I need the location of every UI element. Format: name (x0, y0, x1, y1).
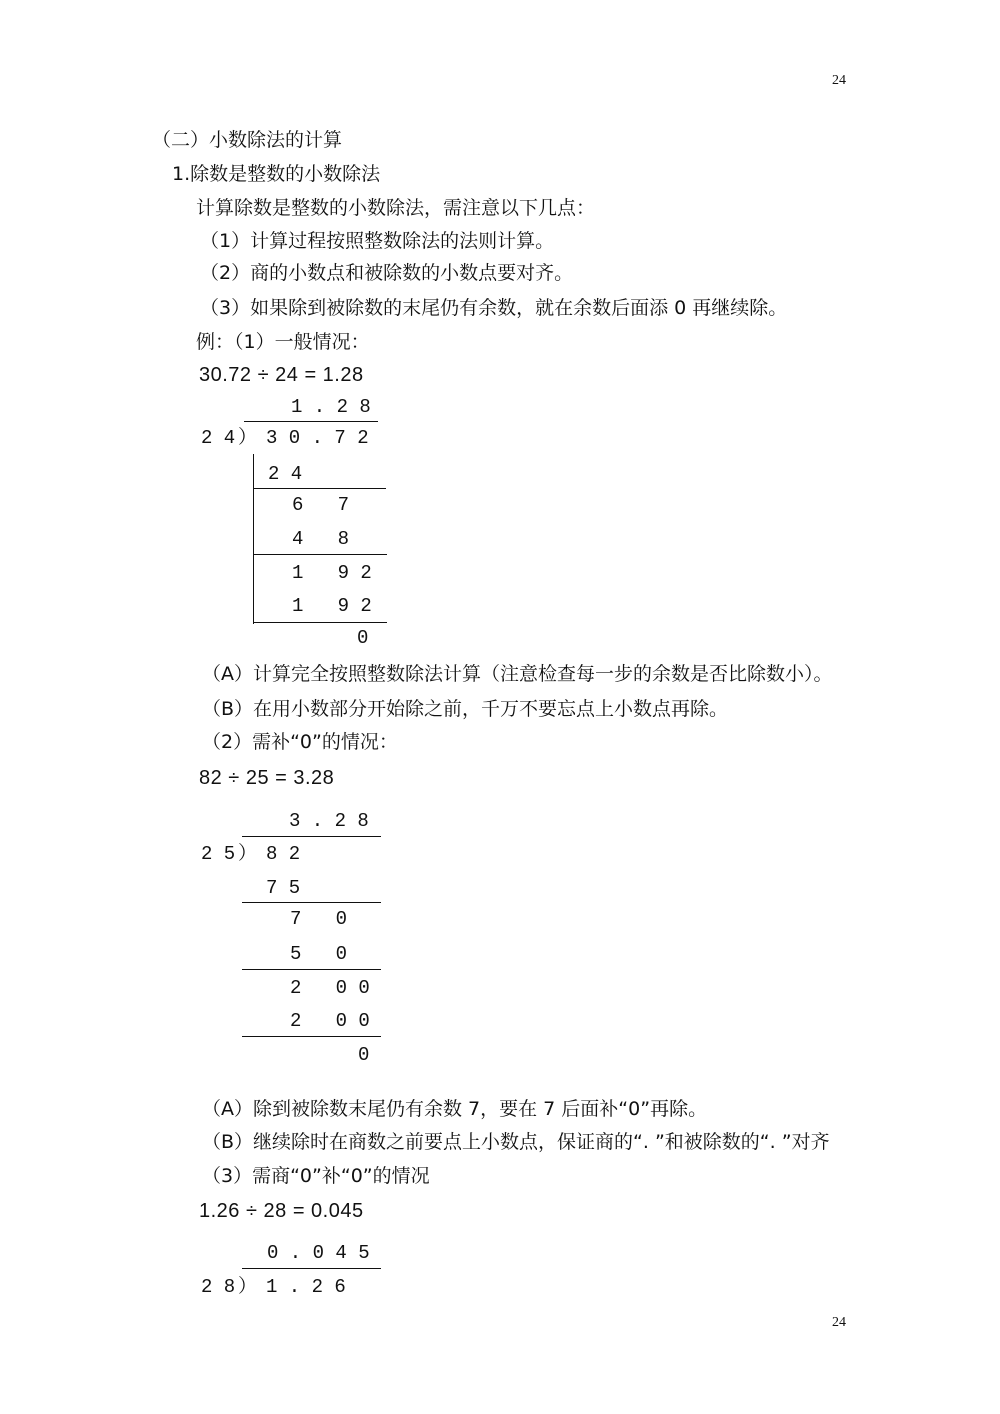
example-3-heading: （3）需商“0”补“0”的情况 (202, 1165, 430, 1187)
intro-text: 计算除数是整数的小数除法，需注意以下几点： (196, 197, 596, 219)
step-row: 2 4 (268, 463, 303, 485)
quotient: 1 . 2 8 (291, 396, 371, 418)
step-row: 4 8 (292, 528, 350, 550)
division-side-rule (253, 454, 254, 624)
division-bracket: ） (238, 843, 258, 865)
divisor: 2 4 (201, 427, 236, 449)
step-row: 2 0 0 (290, 1010, 370, 1032)
note-2b: （B）继续除时在商数之前要点上小数点，保证商的“. ”和被除数的“. ”对齐 (202, 1131, 830, 1153)
step-line (253, 622, 387, 623)
note-2a: （A）除到被除数末尾仍有余数 7，要在 7 后面补“0”再除。 (202, 1098, 708, 1120)
step-row: 1 9 2 (292, 595, 372, 617)
dividend: 1 . 2 6 (266, 1276, 346, 1298)
note-1a: （A）计算完全按照整数除法计算（注意检查每一步的余数是否比除数小）。 (202, 663, 833, 685)
page-number-top: 24 (832, 73, 846, 88)
quotient-line (242, 1268, 381, 1269)
note-1b: （B）在用小数部分开始除之前，千万不要忘点上小数点再除。 (202, 698, 729, 720)
step-line (253, 488, 386, 489)
page-number-bottom: 24 (832, 1315, 846, 1330)
quotient-line (244, 421, 378, 422)
dividend: 3 0 . 7 2 (266, 427, 369, 449)
remainder: 0 (358, 1044, 370, 1066)
step-line (253, 554, 387, 555)
step-row: 5 0 (290, 943, 348, 965)
point-1: （1）计算过程按照整数除法的法则计算。 (200, 230, 555, 252)
remainder: 0 (357, 627, 369, 649)
example-1-equation: 30.72 ÷ 24 = 1.28 (199, 364, 364, 386)
point-3: （3）如果除到被除数的末尾仍有余数，就在余数后面添 0 再继续除。 (200, 297, 788, 319)
quotient: 3 . 2 8 (289, 810, 369, 832)
section-title: （二）小数除法的计算 (152, 129, 343, 151)
example-2-equation: 82 ÷ 25 = 3.28 (199, 767, 335, 789)
divisor: 2 8 (201, 1276, 236, 1298)
subsection-title: 1.除数是整数的小数除法 (172, 163, 381, 185)
step-line (242, 902, 381, 903)
division-bracket: ） (238, 1276, 258, 1298)
example-1-heading: 例：（1）一般情况： (196, 331, 370, 353)
dividend: 8 2 (266, 843, 301, 865)
step-row: 2 0 0 (290, 977, 370, 999)
step-row: 1 9 2 (292, 562, 372, 584)
point-2: （2）商的小数点和被除数的小数点要对齐。 (200, 262, 574, 284)
step-row: 6 7 (292, 494, 350, 516)
quotient-line (242, 836, 381, 837)
step-line (242, 969, 381, 970)
example-2-heading: （2）需补“0”的情况： (202, 731, 398, 753)
step-row: 7 0 (290, 908, 348, 930)
step-line (242, 1036, 381, 1037)
quotient: 0 . 0 4 5 (267, 1242, 370, 1264)
divisor: 2 5 (201, 843, 236, 865)
division-bracket: ） (238, 427, 258, 449)
example-3-equation: 1.26 ÷ 28 = 0.045 (199, 1200, 364, 1222)
step-row: 7 5 (266, 877, 301, 899)
